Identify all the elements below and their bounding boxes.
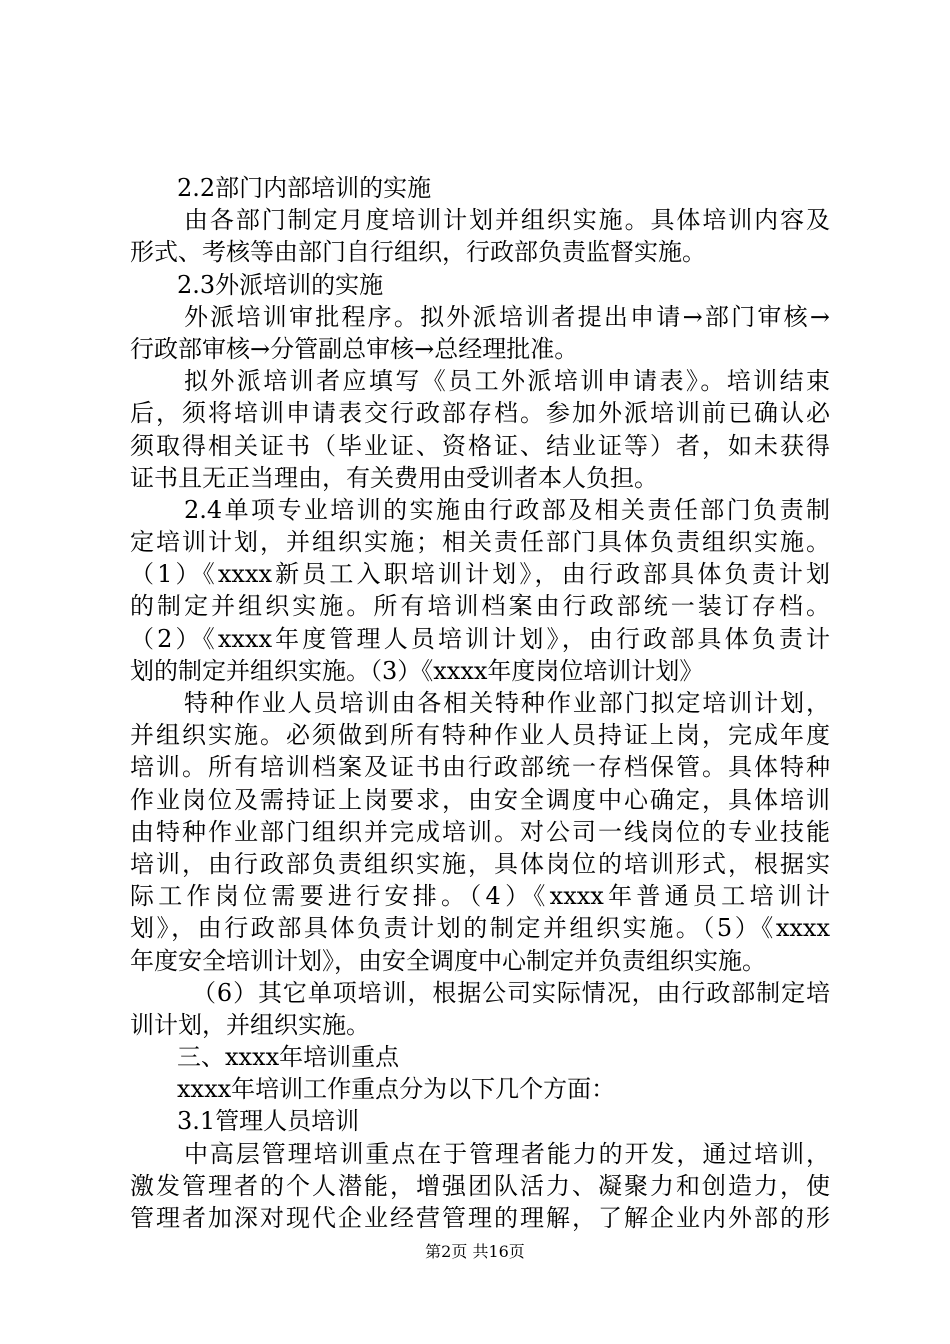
section-heading-2-2: 2.2部门内部培训的实施 [177,174,432,202]
section-heading-2-3: 2.3外派培训的实施 [177,270,384,299]
paragraph-line: （2）《xxxx年度管理人员培训计划》，由行政部具体负责计 [130,624,830,653]
paragraph-line: 定培训计划，并组织实施；相关责任部门具体负责组织实施。 [130,528,830,557]
paragraph-line: 的制定并组织实施。所有培训档案由行政部统一装订存档。 [130,592,830,621]
paragraph-line: 行政部审核→分管副总审核→总经理批准。 [130,334,579,363]
paragraph-line: 划的制定并组织实施。（3）《xxxx年度岗位培训计划》 [130,656,704,685]
page-footer [0,1242,950,1262]
paragraph-line: 作业岗位及需持证上岗要求，由安全调度中心确定，具体培训 [130,785,830,814]
paragraph-line: 际工作岗位需要进行安排。（4）《xxxx年普通员工培训计 [130,882,830,911]
section-heading-3-1: 3.1管理人员培训 [177,1107,360,1136]
paragraph-line: 由特种作业部门组织并完成培训。对公司一线岗位的专业技能 [130,817,830,846]
paragraph-line: 并组织实施。必须做到所有特种作业人员持证上岗，完成年度 [130,721,830,750]
paragraph-line: 年度安全培训计划》，由安全调度中心制定并负责组织实施。 [130,946,766,975]
section-heading-2-4: 2.4单项专业培训的实施由行政部及相关责任部门负责制 [184,495,830,524]
paragraph-line: 外派培训审批程序。拟外派培训者提出申请→部门审核→ [184,302,830,331]
paragraph-line: 激发管理者的个人潜能，增强团队活力、凝聚力和创造力，使 [130,1171,830,1200]
paragraph-line: 培训。所有培训档案及证书由行政部统一存档保管。具体特种 [130,753,830,782]
paragraph-line: 后，须将培训申请表交行政部存档。参加外派培训前已确认必 [130,399,830,428]
paragraph-line: （6）其它单项培训，根据公司实际情况，由行政部制定培 [192,978,830,1007]
paragraph-line: 特种作业人员培训由各相关特种作业部门拟定培训计划， [184,689,830,717]
paragraph-line: 须取得相关证书（毕业证、资格证、结业证等）者，如未获得 [130,431,830,460]
paragraph-line: 管理者加深对现代企业经营管理的理解，了解企业内外部的形 [130,1204,830,1232]
paragraph-line: 划》，由行政部具体负责计划的制定并组织实施。（5）《xxxx [130,914,830,943]
paragraph-line: 中高层管理培训重点在于管理者能力的开发，通过培训， [184,1139,830,1168]
paragraph-line: 训计划，并组织实施。 [130,1010,370,1039]
paragraph-line: 由各部门制定月度培训计划并组织实施。具体培训内容及 [184,206,830,235]
paragraph-line: 形式、考核等由部门自行组织，行政部负责监督实施。 [130,238,706,267]
paragraph-line: （1）《xxxx新员工入职培训计划》，由行政部具体负责计划 [130,560,830,589]
paragraph-line: 培训，由行政部负责组织实施，具体岗位的培训形式，根据实 [130,849,830,878]
section-heading-3: 三、xxxx年培训重点 [177,1043,400,1072]
paragraph-line: xxxx年培训工作重点分为以下几个方面： [177,1075,616,1104]
document-body [130,172,830,1234]
page-number: 第2页 共16页 [425,1242,525,1261]
paragraph-line: 拟外派培训者应填写《员工外派培训申请表》。培训结束 [184,367,830,396]
paragraph-line: 证书且无正当理由，有关费用由受训者本人负担。 [130,463,658,492]
